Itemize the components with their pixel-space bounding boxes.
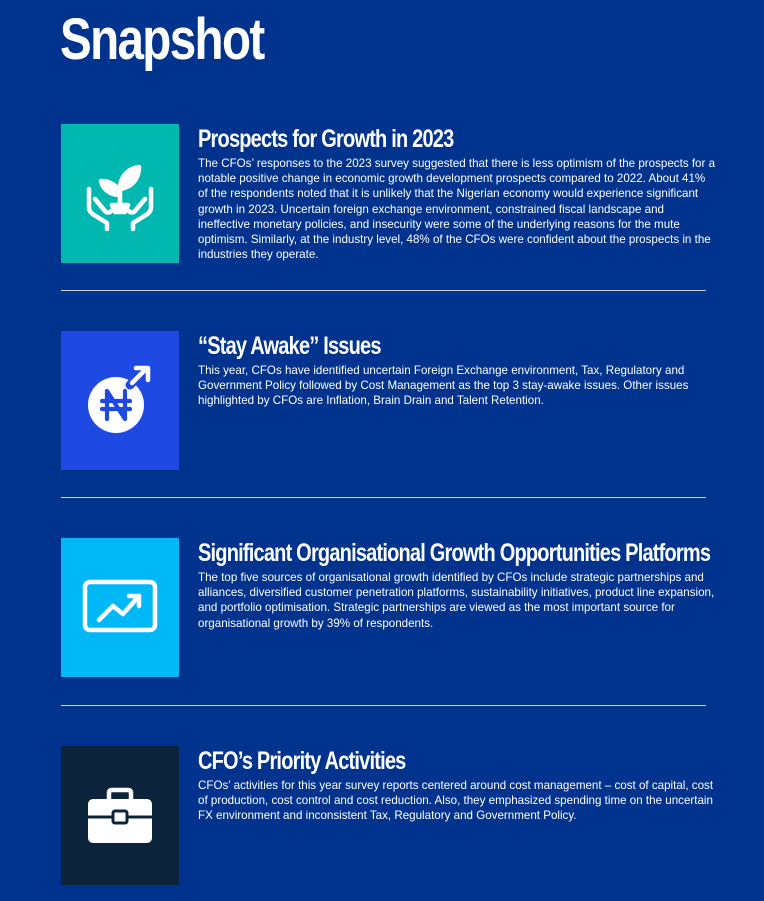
- section-heading: Prospects for Growth in 2023: [198, 125, 454, 153]
- issues-icon-tile: [61, 331, 179, 470]
- section-body: The top five sources of organisational growth identified by CFOs include strategic partnerships and alliances, diversified customer penetration platforms, sustainability initiatives, product line expansion, and portfolio optimisation. Strategic partnerships are viewed as the most important source for organisational growth by 39% of respondents.: [198, 571, 715, 630]
- section-heading: “Stay Awake” Issues: [198, 332, 381, 360]
- issues-text: [198, 331, 718, 409]
- section-body: CFOs’ activities for this year survey reports centered around cost management – cost of capital, cost of production, cost control and cost reduction. Also, they emphasized spending time on the uncertain FX environment and inconsistent Tax, Regulatory and Government Policy.: [198, 779, 714, 823]
- activities-icon-tile: [61, 746, 179, 885]
- section-growth-platforms: [61, 538, 715, 678]
- trend-chart-icon: [81, 578, 159, 638]
- section-body: This year, CFOs have identified uncertain Foreign Exchange environment, Tax, Regulatory and Government Policy followed by Cost Management as the top 3 stay-awake issues. Other issues highlighted by CFOs are Inflation, Brain Drain and Talent Retention.: [198, 364, 689, 408]
- section-divider: [61, 290, 706, 291]
- briefcase-icon: [84, 785, 156, 847]
- page-title: Snapshot: [60, 7, 264, 72]
- naira-growth-icon: [80, 361, 160, 441]
- growth-text: [198, 124, 718, 262]
- section-priority-activities: [61, 746, 714, 886]
- growth-icon-tile: [61, 124, 179, 263]
- section-body: The CFOs’ responses to the 2023 survey suggested that there is less optimism of the prospects for a notable positive change in economic growth development prospects compared to 2022. About 41% of the respondents noted that it is unlikely that the Nigerian economy would experience significant growth in 2023. Uncertain foreign exchange environment, constrained fiscal landscape and ineffective monetary policies, and insecurity were some of the underlying reasons for the mute optimism. Similarly, at the industry level, 48% of the CFOs were confident about the prospects in the industries they operate.: [198, 157, 716, 262]
- platforms-text: [198, 538, 718, 631]
- section-stay-awake-issues: [61, 331, 706, 471]
- plant-in-hands-icon: [81, 155, 159, 233]
- activities-text: [198, 746, 718, 824]
- section-heading: CFO’s Priority Activities: [198, 747, 406, 775]
- section-heading: Significant Organisational Growth Opportunities Platforms: [198, 539, 711, 567]
- section-divider: [61, 497, 706, 498]
- section-divider: [61, 705, 706, 706]
- platforms-icon-tile: [61, 538, 179, 677]
- section-growth-prospects: [61, 124, 716, 264]
